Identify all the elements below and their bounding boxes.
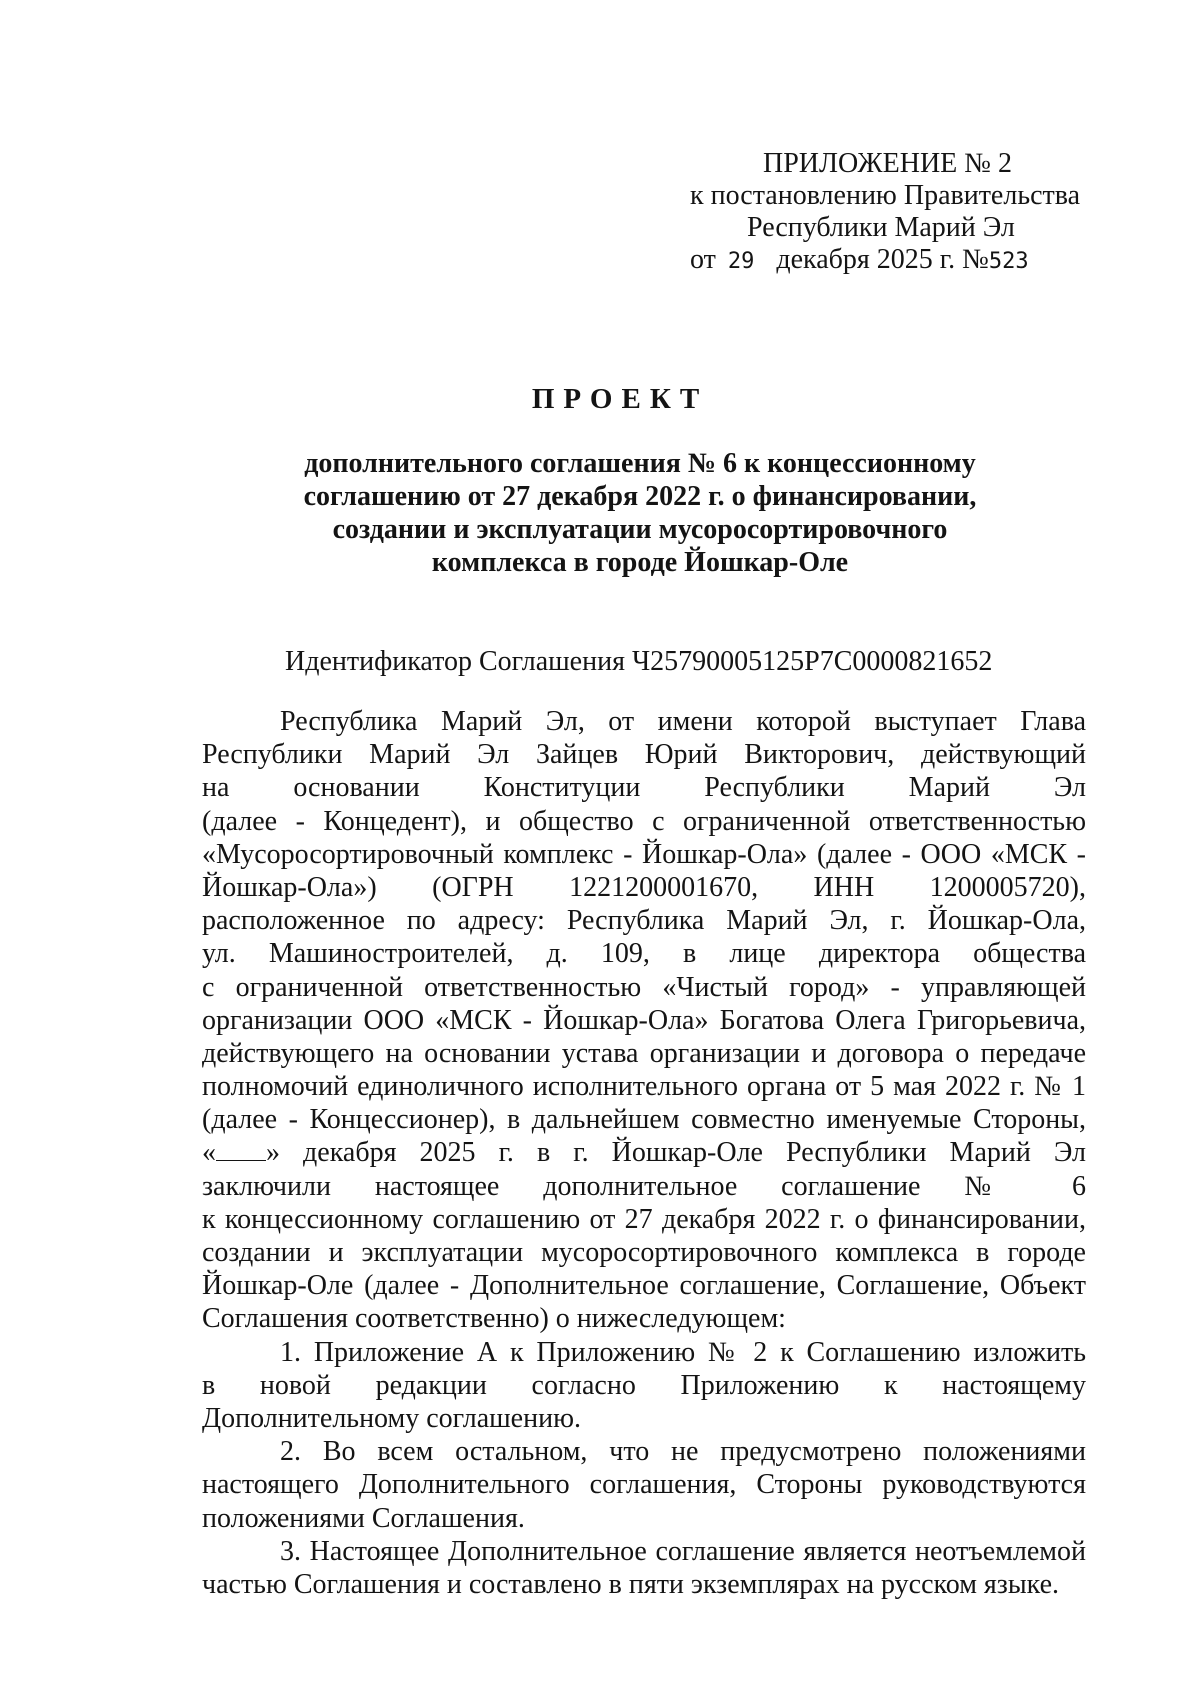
date-month-year: декабря 2025 г. № xyxy=(776,244,989,275)
clause-1 xyxy=(202,1336,1086,1436)
body-line: с ограниченной ответственностью «Чистый город» - управляющей xyxy=(202,971,1086,1003)
body-line: (далее - Концессионер), в дальнейшем совместно именуемые Стороны, xyxy=(202,1104,1086,1136)
body-line: Йошкар-Оле (далее - Дополнительное соглашение, Соглашение, Объект xyxy=(202,1270,1086,1302)
clause-line: положениями Соглашения. xyxy=(202,1502,525,1534)
body-line: создании и эксплуатации мусоросортировочного комплекса в городе xyxy=(202,1237,1086,1268)
appendix-resolution-ref: к постановлению Правительства xyxy=(690,180,1081,211)
day-blank-field xyxy=(216,1138,266,1161)
document-subtitle xyxy=(300,447,980,579)
appendix-date-line xyxy=(690,244,1110,278)
open-quote: « xyxy=(202,1137,216,1169)
document-title: ПРОЕКТ xyxy=(531,383,709,415)
clause-line: 3. Настоящее Дополнительное соглашение является неотъемлемой xyxy=(280,1535,1086,1567)
clause-line: настоящего Дополнительного соглашения, Стороны руководствуются xyxy=(202,1469,1086,1501)
body-line: расположенное по адресу: Республика Марий Эл, г. Йошкар-Ола, xyxy=(202,905,1086,937)
signing-date-line xyxy=(202,1136,1086,1169)
agreement-identifier: Идентификатор Соглашения Ч25790005125P7C0000821652 xyxy=(285,646,993,677)
body-line: на основании Конституции Республики Марий Эл xyxy=(202,772,1086,804)
body-line: к концессионному соглашению от 27 декабря 2022 г. о финансировании, xyxy=(202,1203,1086,1235)
body-line: организации ООО «МСК - Йошкар-Ола» Богатова Олега Григорьевича, xyxy=(202,1004,1086,1036)
subtitle-line: дополнительного соглашения № 6 к концессионному xyxy=(304,448,976,479)
body-line: ул. Машиностроителей, д. 109, в лице директора общества xyxy=(202,938,1086,970)
body-line: Республики Марий Эл Зайцев Юрий Викторович, действующий xyxy=(202,739,1086,771)
body-line: Соглашения соответственно) о нижеследующем: xyxy=(202,1303,786,1335)
date-day: 29 xyxy=(727,249,755,274)
clause-line: частью Соглашения и составлено в пяти экземплярах на русском языке. xyxy=(202,1568,1059,1600)
clause-line: 1. Приложение А к Приложению № 2 к Соглашению изложить xyxy=(280,1336,1086,1368)
resolution-number: 523 xyxy=(988,249,1029,274)
body-line: полномочий единоличного исполнительного органа от 5 мая 2022 г. № 1 xyxy=(202,1071,1086,1103)
body-line: заключили настоящее дополнительное соглашение № 6 xyxy=(202,1170,1086,1202)
appendix-republic: Республики Марий Эл xyxy=(747,212,1015,243)
document-body xyxy=(202,705,1086,1601)
body-line: «Мусоросортировочный комплекс - Йошкар-Ола» (далее - ООО «МСК - xyxy=(202,838,1086,870)
appendix-header xyxy=(690,148,1110,278)
preamble-paragraph xyxy=(202,705,1086,1336)
clause-line: в новой редакции согласно Приложению к настоящему xyxy=(202,1369,1086,1401)
body-line: действующего на основании устава организации и договора о передаче xyxy=(202,1037,1086,1069)
clause-line: Дополнительному соглашению. xyxy=(202,1402,581,1434)
signing-date-text: » декабря 2025 г. в г. Йошкар-Оле Республики Марий Эл xyxy=(266,1137,1086,1169)
body-line: Йошкар-Ола») (ОГРН 1221200001670, ИНН 1200005720), xyxy=(202,871,1086,903)
clause-3 xyxy=(202,1535,1086,1601)
subtitle-line: создании и эксплуатации мусоросортировочного xyxy=(332,514,948,545)
date-from-label: от xyxy=(690,244,716,275)
appendix-number: ПРИЛОЖЕНИЕ № 2 xyxy=(763,148,1012,179)
subtitle-line: комплекса в городе Йошкар-Оле xyxy=(431,547,849,578)
clause-2 xyxy=(202,1435,1086,1535)
body-line: (далее - Концедент), и общество с ограниченной ответственностью xyxy=(202,805,1086,837)
clause-line: 2. Во всем остальном, что не предусмотрено положениями xyxy=(280,1436,1086,1468)
subtitle-line: соглашению от 27 декабря 2022 г. о финансировании, xyxy=(303,481,977,512)
body-line: Республика Марий Эл, от имени которой выступает Глава xyxy=(280,706,1086,737)
